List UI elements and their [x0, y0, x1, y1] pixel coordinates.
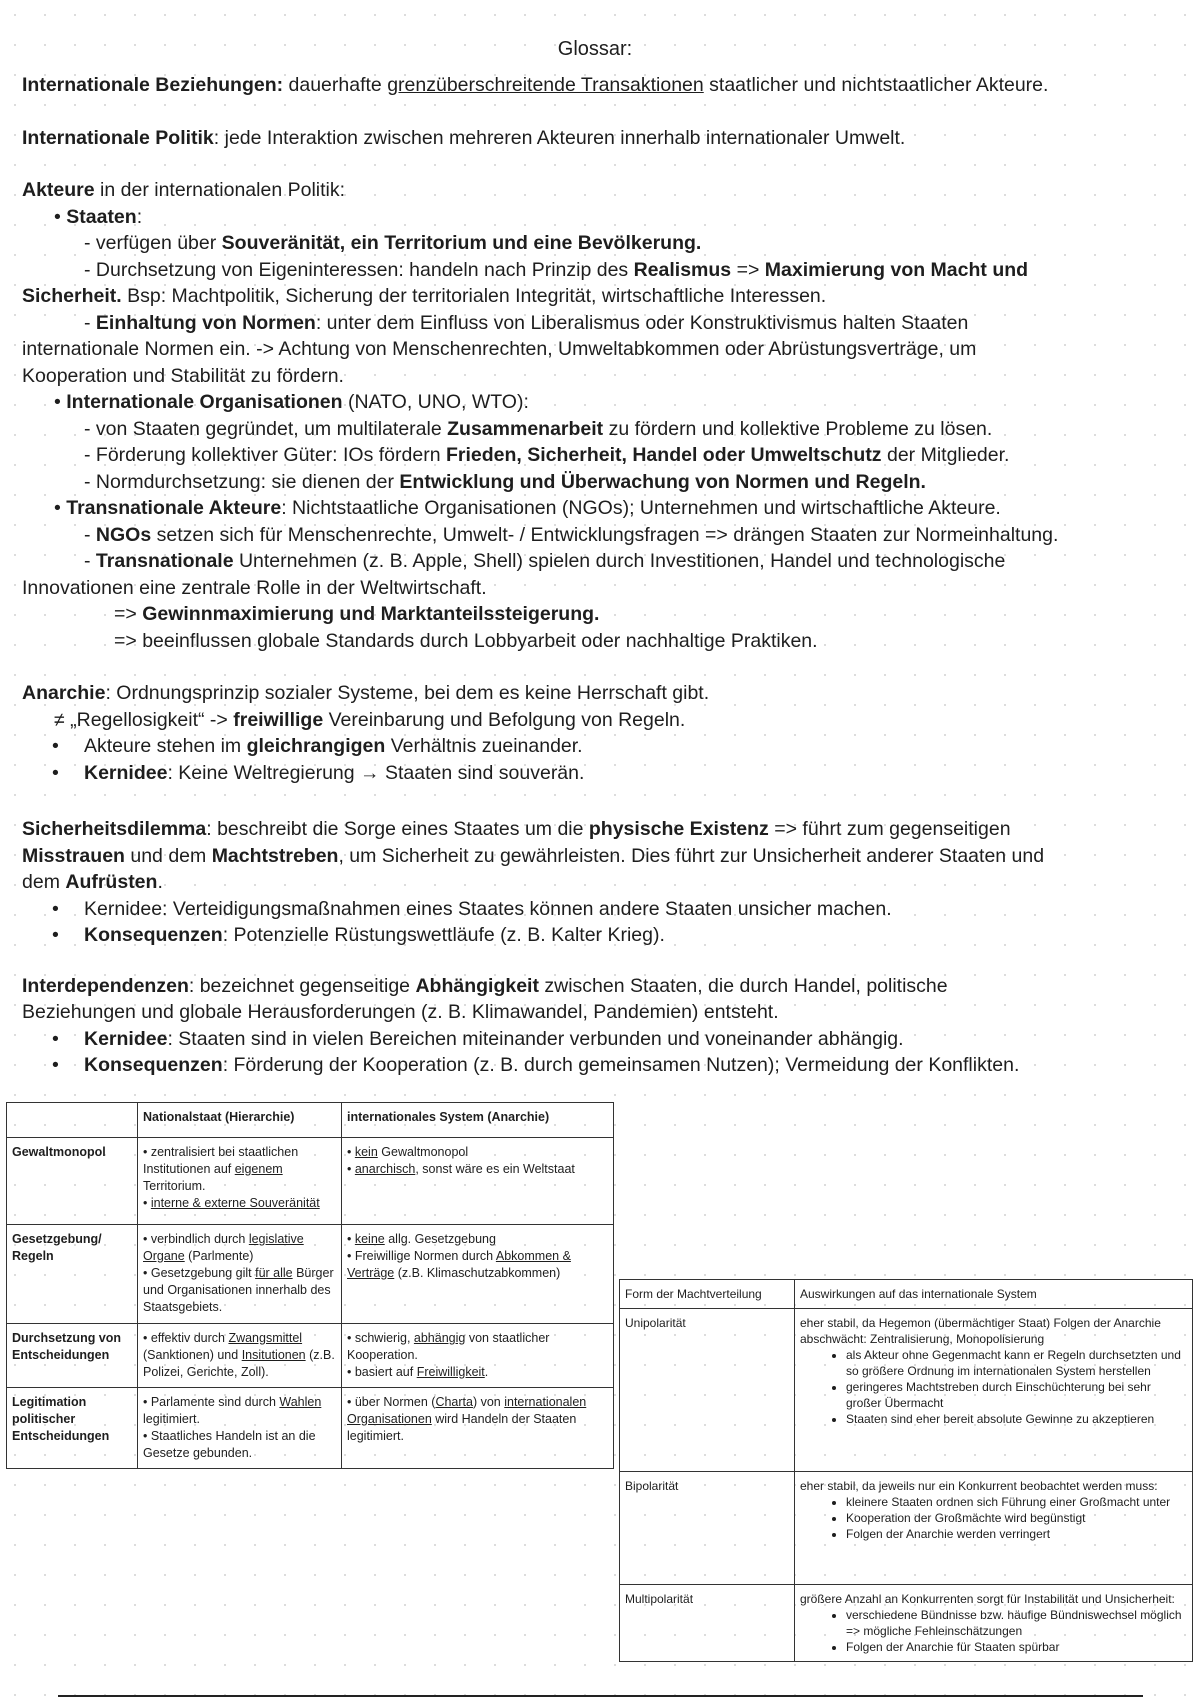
entry-sicherheitsdilemma: Sicherheitsdilemma: beschreibt die Sorge eines Staates um die physische Existenz => führt zum gegenseitigen Misstrauen und dem Machtstreben, um Sicherheit zu gewährleisten. Dies führt zur Unsicherheit anderer Staaten und dem Aufrüsten. • Kernidee: Verteidigungsmaßnahmen eines Staates können andere Staaten unsicher machen. • Konsequenzen: Potenzielle Rüstungswettläufe (z. B. Kalter Krieg).	[22, 818, 1045, 946]
table-row: Unipolarität eher stabil, da Hegemon (übermächtiger Staat) Folgen der Anarchie abschwächt: Zentralisierung, Monopolisierung • als Akteur ohne Gegenmacht kann er Regeln durchsetzten und so größere Ordnung im internationalen System herstellen • geringeres Machtstreben durch Einschüchterung bei sehr großer Übermacht • Staaten sind eher bereit absolute Gewinne zu akzeptieren	[620, 1309, 1193, 1472]
comparison-table-hierarchie-anarchie	[6, 1102, 614, 1469]
entry-internationale-politik: Internationale Politik: jede Interaktion zwischen mehreren Akteuren innerhalb internationaler Umwelt.	[22, 126, 906, 149]
table-row: Gesetzgebung/ Regeln • verbindlich durch legislative Organe (Parlmente) • Gesetzgebung gilt für alle Bürger und Organisationen innerhalb des Staatsgebiets. • keine allg. Gesetzgebung • Freiwillige Normen durch Abkommen & Verträge (z.B. Klimaschutzabkommen)	[7, 1225, 614, 1324]
table-row: Multipolarität größere Anzahl an Konkurrenten sorgt für Instabilität und Unsicherheit: • verschiedene Bündnisse bzw. häufige Bündniswechsel möglich => mögliche Fehleinschätzungen • Folgen der Anarchie für Staaten spürbar	[620, 1585, 1193, 1662]
bottom-divider	[58, 1695, 1143, 1697]
table1-header-nationalstaat: Nationalstaat (Hierarchie)	[138, 1103, 342, 1138]
entry-interdependenzen: Interdependenzen: bezeichnet gegenseitige Abhängigkeit zwischen Staaten, die durch Handel, politische Beziehungen und globale Herausforderungen (z. B. Klimawandel, Pandemien) entsteht. • Kernidee: Staaten sind in vielen Bereichen miteinander verbunden und voneinander abhängig. • Konsequenzen: Förderung der Kooperation (z. B. durch gemeinsamen Nutzen); Vermeidung der Konflikten.	[22, 974, 1020, 1076]
entry-anarchie: Anarchie: Ordnungsprinzip sozialer Systeme, bei dem es keine Herrschaft gibt. ≠ „Regellosigkeit“ -> freiwillige Vereinbarung und Befolgung von Regeln. • Akteure stehen im gleichrangigen Verhältnis zueinander. • Kernidee: Keine Weltregierung → Staaten sind souverän.	[22, 682, 710, 784]
entry-akteure: Akteure in der internationalen Politik: • Staaten: - verfügen über Souveränität, ein Territorium und eine Bevölkerung. - Durchsetzung von Eigeninteressen: handeln nach Prinzip des Realismus => Maximierung von Macht und Sicherheit. Bsp: Machtpolitik, Sicherung der territorialen Integrität, wirtschaftliche Interessen. - Einhaltung von Normen: unter dem Einfluss von Liberalismus oder Konstruktivismus halten Staaten internationale Normen ein. -> Achtung von Menschenrechten, Umweltabkommen oder Abrüstungsverträge, um Kooperation und Stabilität zu fördern. • Internationale Organisationen (NATO, UNO, WTO): - von Staaten gegründet, um multilaterale Zusammenarbeit zu fördern und kollektive Probleme zu lösen. - Förderung kollektiver Güter: IOs fördern Frieden, Sicherheit, Handel oder Umweltschutz der Mitglieder. - Normdurchsetzung: sie dienen der Entwicklung und Überwachung von Normen und Regeln. • Transnationale Akteure: Nichtstaatliche Organisationen (NGOs); Unternehmen und wirtschaftliche Akteure. - NGOs setzen sich für Menschenrechte, Umwelt- / Entwicklungsfragen => drängen Staaten zur Normeinhaltung. - Transnationale Unternehmen (z. B. Apple, Shell) spielen durch Investitionen, Handel und technologische Innovationen eine zentrale Rolle in der Weltwirtschaft. => Gewinnmaximierung und Marktanteilssteigerung. => beeinflussen globale Standards durch Lobbyarbeit oder nachhaltige Praktiken.	[22, 179, 1059, 652]
table2-header-form: Form der Machtverteilung	[620, 1280, 795, 1309]
table2-header-auswirkungen: Auswirkungen auf das internationale System	[795, 1280, 1193, 1309]
page-title: Glossar:	[557, 38, 633, 60]
table1-header-international: internationales System (Anarchie)	[342, 1103, 614, 1138]
table-row: Gewaltmonopol • zentralisiert bei staatlichen Institutionen auf eigenem Territorium. • interne & externe Souveränität • kein Gewaltmonopol • anarchisch, sonst wäre es ein Weltstaat	[7, 1138, 614, 1225]
table-row: Bipolarität eher stabil, da jeweils nur ein Konkurrent beobachtet werden muss: • kleinere Staaten ordnen sich Führung einer Großmacht unter • Kooperation der Großmächte wird begünstigt • Folgen der Anarchie werden verringert	[620, 1472, 1193, 1585]
table-row: Durchsetzung von Entscheidungen • effektiv durch Zwangsmittel (Sanktionen) und Insitutionen (z.B. Polizei, Gerichte, Zoll). • schwierig, abhängig von staatlicher Kooperation. • basiert auf Freiwilligkeit.	[7, 1324, 614, 1388]
entry-internationale-beziehungen: Internationale Beziehungen: dauerhafte grenzüberschreitende Transaktionen staatlicher und nichtstaatlicher Akteure.	[22, 74, 1049, 96]
table-row: Legitimation politischer Entscheidungen • Parlamente sind durch Wahlen legitimiert. • Staatliches Handeln ist an die Gesetze gebunden. • über Normen (Charta) von internationalen Organisationen wird Handeln der Staaten legitimiert.	[7, 1388, 614, 1469]
power-distribution-table	[619, 1279, 1193, 1662]
glossary-text	[22, 72, 1192, 1079]
